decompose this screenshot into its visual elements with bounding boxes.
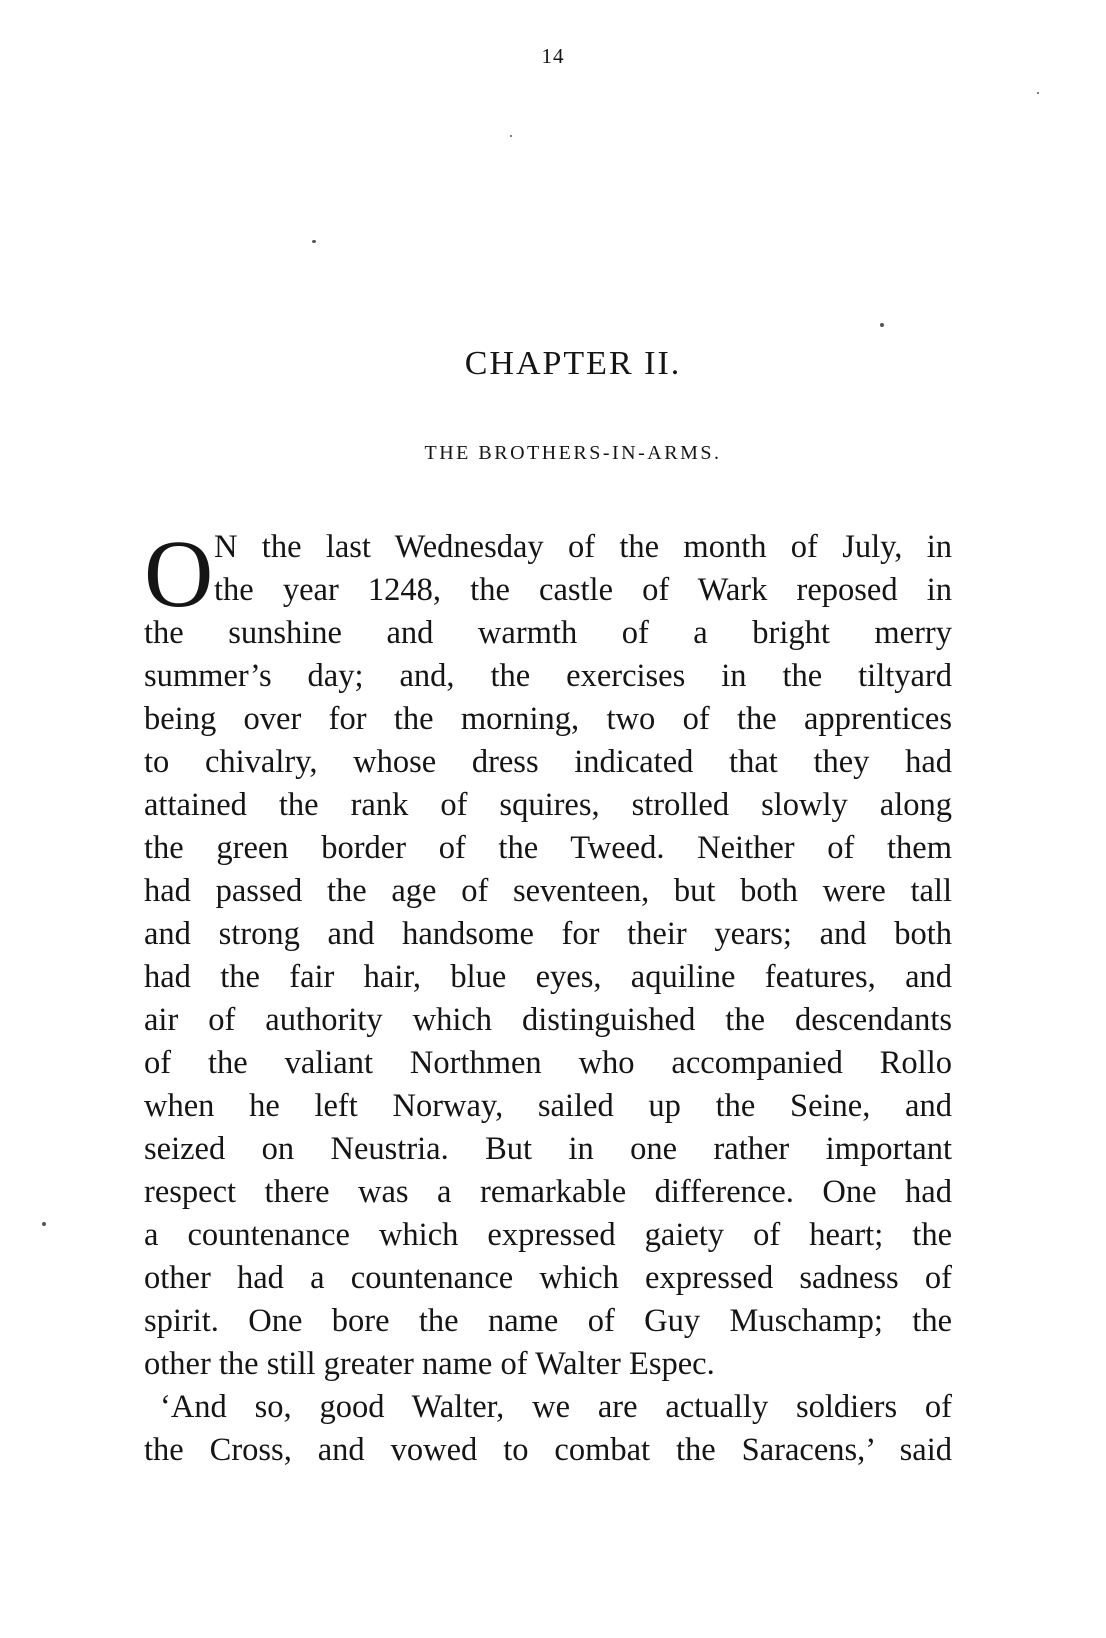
text-line: respect there was a remarkable difference. One had [144, 1174, 952, 1210]
text-line: had passed the age of seventeen, but both were tall [144, 873, 952, 909]
scan-speck [510, 135, 512, 137]
text-line: ‘And so, good Walter, we are actually soldiers of [160, 1389, 952, 1425]
page-number: 14 [541, 44, 565, 68]
text-line: spirit. One bore the name of Guy Muschamp; the [144, 1303, 952, 1339]
text-line: a countenance which expressed gaiety of heart; the [144, 1217, 952, 1253]
text-line: the green border of the Tweed. Neither of them [144, 830, 952, 866]
scan-speck [312, 240, 316, 243]
text-line: the sunshine and warmth of a bright merry [144, 615, 952, 651]
chapter-subtitle: THE BROTHERS-IN-ARMS. [424, 442, 722, 464]
drop-cap: O [144, 520, 214, 627]
text-line: N the last Wednesday of the month of July, in [214, 529, 952, 565]
chapter-title: CHAPTER II. [464, 345, 682, 382]
scan-speck [880, 323, 884, 327]
text-line: other had a countenance which expressed sadness of [144, 1260, 952, 1296]
text-line: summer’s day; and, the exercises in the tiltyard [144, 658, 952, 694]
body-text [144, 520, 952, 1472]
text-line: seized on Neustria. But in one rather important [144, 1131, 952, 1167]
text-line: air of authority which distinguished the descendants [144, 1002, 952, 1038]
scan-speck [1037, 92, 1039, 94]
text-line: being over for the morning, two of the apprentices [144, 701, 952, 737]
text-line: had the fair hair, blue eyes, aquiline features, and [144, 959, 952, 995]
text-line: the year 1248, the castle of Wark reposed in [214, 572, 952, 608]
text-line: the Cross, and vowed to combat the Saracens,’ said [144, 1432, 952, 1468]
text-line: to chivalry, whose dress indicated that they had [144, 744, 952, 780]
scan-speck [42, 1222, 46, 1226]
text-line: attained the rank of squires, strolled slowly along [144, 787, 952, 823]
text-line: and strong and handsome for their years; and both [144, 916, 952, 952]
text-line: of the valiant Northmen who accompanied Rollo [144, 1045, 952, 1081]
text-line: other the still greater name of Walter Espec. [144, 1346, 715, 1382]
text-line: when he left Norway, sailed up the Seine, and [144, 1088, 952, 1124]
